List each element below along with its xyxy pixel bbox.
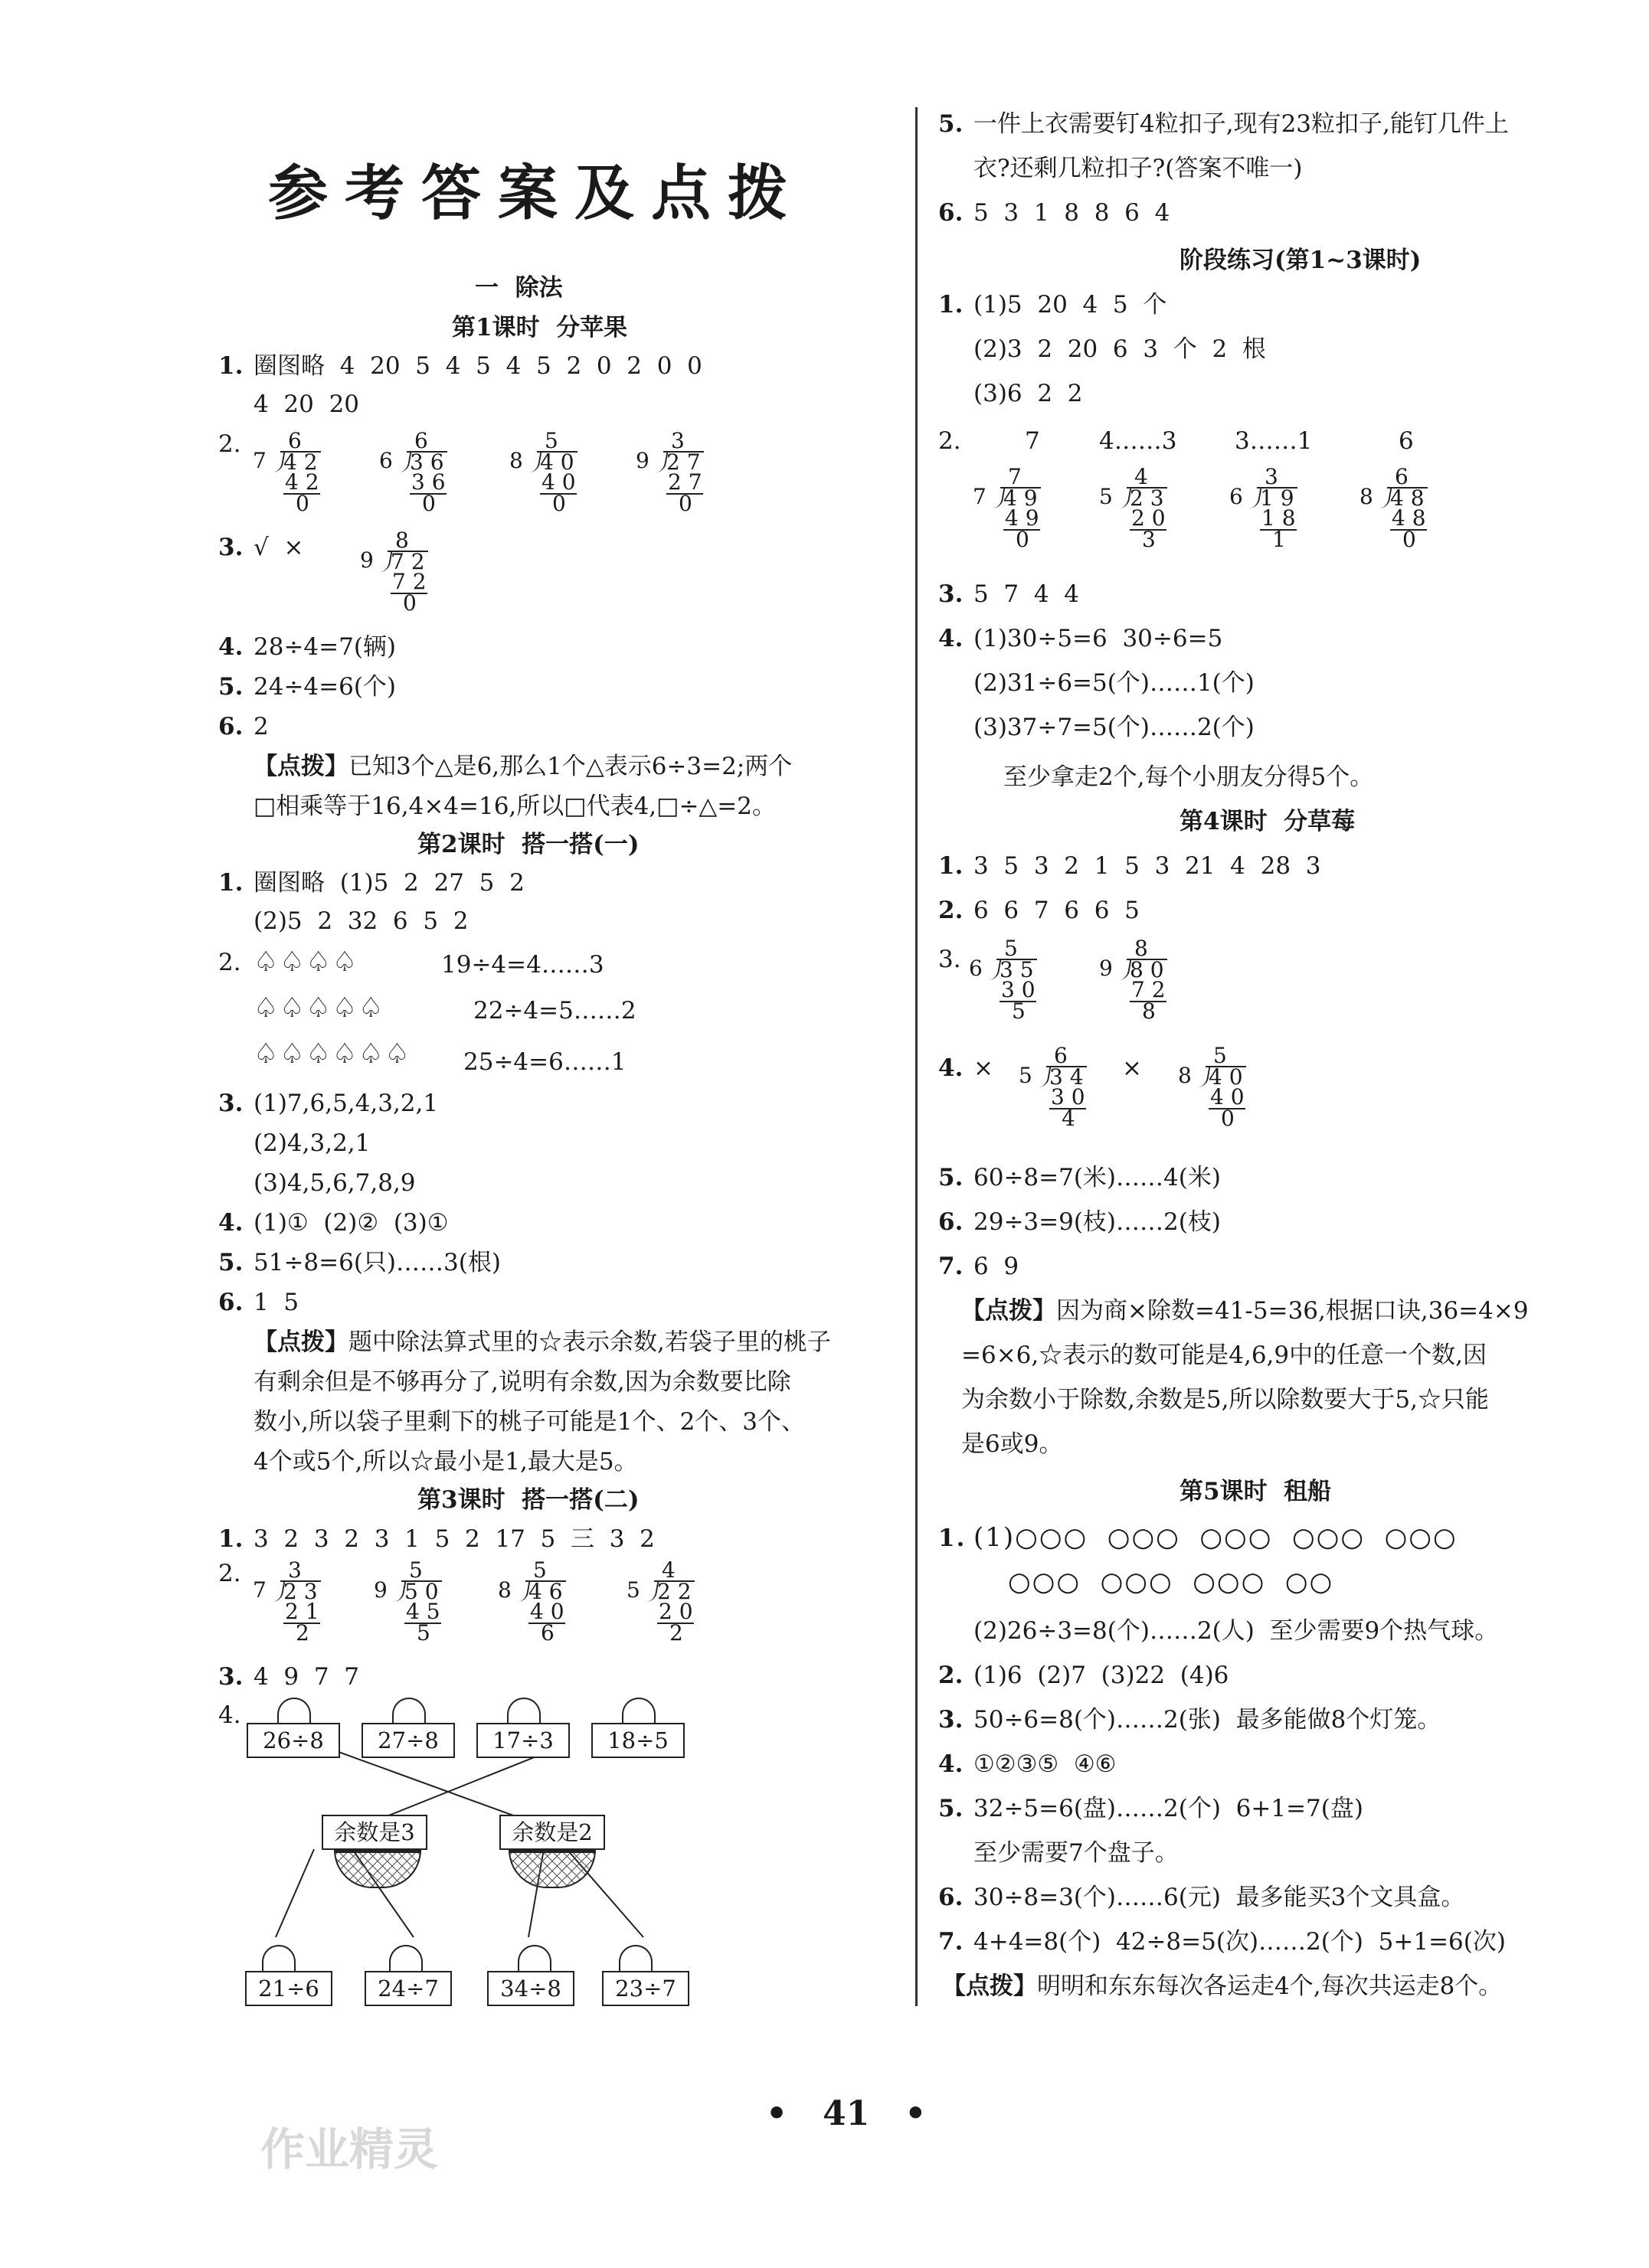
remainder: 6 <box>541 1620 555 1645</box>
q-num: 7. <box>938 1928 964 1956</box>
lesson2-heading: 第2课时 搭一搭(一) <box>417 831 640 858</box>
answer-text: 3 2 3 2 3 1 5 2 17 5 三 3 2 <box>254 1525 655 1553</box>
quotient: 4 <box>662 1557 676 1583</box>
q-num: 5. <box>218 673 244 701</box>
umbrella-row-expr: 22÷4=5……2 <box>473 997 636 1025</box>
s-q2-answer: 6 <box>1399 427 1414 455</box>
basketball-icon <box>622 1698 656 1724</box>
dividend: 2 7 <box>663 451 704 472</box>
stage-heading: 阶段练习(第1~3课时) <box>1179 247 1422 274</box>
l1-q4 <box>218 632 396 662</box>
l1-q1-line2: 4 20 20 <box>254 391 360 418</box>
product: 2 1 <box>285 1599 319 1624</box>
quotient: 4 <box>1134 464 1148 489</box>
tip-label: 【点拨】 <box>942 1972 1037 2000</box>
s-q2-answer: 3……1 <box>1235 427 1313 455</box>
s-q1 <box>938 289 1166 320</box>
q-num: 5. <box>218 1249 244 1276</box>
product: 4 8 <box>1392 505 1426 531</box>
answer-text: 28÷4=7(辆) <box>254 633 397 661</box>
dividend: 2 3 <box>1127 487 1167 508</box>
l3-q1 <box>218 1524 655 1554</box>
l2-q1 <box>218 868 525 898</box>
q-num: 6. <box>938 1884 964 1911</box>
page-number-value: 41 <box>823 2094 870 2133</box>
answer-text: 29÷3=9(枝)……2(枝) <box>973 1208 1221 1236</box>
remainder: 5 <box>417 1620 430 1645</box>
quotient: 5 <box>533 1557 547 1583</box>
l2-q4 <box>218 1208 449 1238</box>
divisor: 5 <box>627 1577 640 1603</box>
dividend: 7 2 <box>388 551 428 572</box>
remainder: 0 <box>552 491 566 516</box>
answer-text: (1)6 (2)7 (3)22 (4)6 <box>973 1662 1229 1689</box>
dividend: 2 3 <box>280 1580 321 1602</box>
divisor: 7 <box>253 448 267 473</box>
divisor: 6 <box>969 956 983 981</box>
answer-text: 5 3 1 8 8 6 4 <box>973 199 1170 227</box>
q-num: 6. <box>938 1208 964 1236</box>
q-num: 2. <box>938 1662 964 1689</box>
quotient: 8 <box>395 528 409 553</box>
quotient: 3 <box>1265 464 1278 489</box>
answer-text: 4 9 7 7 <box>254 1663 360 1691</box>
l1-q5 <box>218 672 396 702</box>
answer-text: 3 5 3 2 1 5 3 21 4 28 3 <box>973 852 1321 880</box>
quotient: 3 <box>671 428 685 453</box>
q-num: 3. <box>938 580 964 608</box>
r5-q5 <box>938 1793 1363 1824</box>
answer-text: (1)30÷5=6 30÷6=5 <box>973 625 1223 652</box>
dividend: 5 0 <box>401 1580 442 1602</box>
quotient: 6 <box>414 428 428 453</box>
quotient: 5 <box>409 1557 423 1583</box>
q-num: 1. <box>218 352 244 380</box>
product: 4 0 <box>530 1599 564 1624</box>
dividend: 2 2 <box>654 1580 695 1602</box>
r4-tip-line4: 是6或9。 <box>961 1430 1063 1458</box>
r5-q1 <box>938 1522 1458 1554</box>
long-division <box>379 428 450 517</box>
remainder: 4 <box>1062 1106 1075 1131</box>
quotient: 8 <box>1134 936 1148 961</box>
remainder: 0 <box>1221 1106 1235 1131</box>
umbrella-row-expr: 19÷4=4……3 <box>441 951 604 979</box>
q-num: 2. <box>938 897 964 924</box>
r4-q7 <box>938 1251 1019 1282</box>
answer-text: (1)7,6,5,4,3,2,1 <box>254 1090 439 1117</box>
q-num: 3. <box>218 1663 244 1691</box>
umbrella-row-icons: ♤♤♤♤♤♤ <box>254 1038 411 1070</box>
answer-text: 4+4=8(个) 42÷8=5(次)……2(个) 5+1=6(次) <box>973 1928 1506 1956</box>
long-division <box>360 528 430 616</box>
dividend: 8 0 <box>1127 959 1167 980</box>
q-num: 1. <box>938 291 964 319</box>
r5-q1-line2: ○○○ ○○○ ○○○ ○○ <box>1008 1567 1334 1597</box>
s-q4-line4: 至少拿走2个,每个小朋友分得5个。 <box>1003 763 1374 791</box>
tip-label: 【点拨】 <box>961 1297 1056 1325</box>
basketball-icon <box>392 1698 426 1724</box>
l1-tip-line2: □相乘等于16,4×4=16,所以□代表4,□÷△=2。 <box>254 792 776 820</box>
long-division <box>253 428 323 517</box>
q-num: 7. <box>938 1253 964 1280</box>
basketball-icon <box>277 1698 311 1724</box>
page-title: 参考答案及点拨 <box>268 158 805 228</box>
quotient: 6 <box>1054 1043 1068 1068</box>
remainder: 0 <box>679 491 692 516</box>
divisor: 5 <box>1019 1063 1032 1088</box>
l3-q2-num: 2. <box>218 1560 241 1587</box>
r-q5-line2: 衣?还剩几粒扣子?(答案不唯一) <box>973 155 1303 182</box>
s-q2-num: 2. <box>938 427 961 455</box>
r5-q1-line3: (2)26÷3=8(个)……2(人) 至少需要9个热气球。 <box>973 1617 1499 1645</box>
r4-q3-num: 3. <box>938 946 961 973</box>
product: 4 5 <box>406 1599 440 1624</box>
quotient: 5 <box>1213 1043 1227 1068</box>
answer-text: 6 9 <box>973 1253 1019 1280</box>
l3-q3 <box>218 1662 359 1692</box>
l2-q1-line2: (2)5 2 32 6 5 2 <box>254 907 469 935</box>
q-num: 3. <box>218 1090 244 1117</box>
l2-q2-num: 2. <box>218 949 241 976</box>
long-division <box>969 936 1039 1025</box>
divisor: 9 <box>374 1577 388 1603</box>
long-division <box>1178 1043 1248 1132</box>
remainder: 0 <box>403 590 417 616</box>
q-num: 5. <box>938 110 964 138</box>
dividend: 1 9 <box>1257 487 1297 508</box>
lesson5-heading: 第5课时 租船 <box>1179 1478 1332 1505</box>
expression-box: 23÷7 <box>602 1971 689 2006</box>
s-q4-line3: (3)37÷7=5(个)……2(个) <box>973 714 1255 741</box>
tip-text: 已知3个△是6,那么1个△表示6÷3=2;两个 <box>348 753 793 780</box>
q-num: 4. <box>938 1054 964 1082</box>
page-number: • 41 • <box>766 2094 927 2133</box>
dividend: 4 0 <box>1206 1066 1246 1087</box>
r4-q2 <box>938 895 1140 926</box>
s-q2-answer: 4……3 <box>1099 427 1177 455</box>
r4-tip-line3: 为余数小于除数,余数是5,所以除数要大于5,☆只能 <box>961 1386 1490 1413</box>
answer-text: 30÷8=3(个)……6(元) 最多能买3个文具盒。 <box>973 1884 1465 1911</box>
remainder-label-box: 余数是2 <box>499 1815 605 1850</box>
r5-q2 <box>938 1660 1229 1691</box>
unit-heading: 一 除法 <box>475 274 563 302</box>
product: 3 0 <box>1051 1084 1085 1109</box>
expression-box: 18÷5 <box>591 1723 685 1758</box>
l2-tip-line4: 4个或5个,所以☆最小是1,最大是5。 <box>254 1448 638 1476</box>
divisor: 9 <box>636 448 649 473</box>
umbrella-row-expr: 25÷4=6……1 <box>463 1048 627 1076</box>
r4-q6 <box>938 1207 1221 1237</box>
dividend: 3 6 <box>407 451 447 472</box>
product: 4 0 <box>1210 1084 1245 1109</box>
q-num: 5. <box>938 1164 964 1191</box>
q-num: 6. <box>218 1289 244 1316</box>
quotient: 5 <box>545 428 558 453</box>
q-num: 4. <box>218 633 244 661</box>
divisor: 8 <box>1178 1063 1192 1088</box>
tip-text: 因为商×除数=41-5=36,根据口诀,36=4×9 <box>1056 1297 1529 1325</box>
answer-text: 50÷6=8(个)……2(张) 最多能做8个灯笼。 <box>973 1706 1441 1734</box>
long-division <box>509 428 580 517</box>
lesson3-heading: 第3课时 搭一搭(二) <box>417 1486 640 1514</box>
remainder: 1 <box>1272 527 1286 552</box>
product: 2 0 <box>659 1599 693 1624</box>
dividend: 3 4 <box>1046 1066 1087 1087</box>
q-num: 3. <box>218 534 244 561</box>
l2-tip-line2: 有剩余但是不够再分了,说明有余数,因为余数要比除 <box>254 1368 791 1396</box>
l1-q3 <box>218 532 303 563</box>
l1-tip <box>254 751 792 782</box>
product: 7 2 <box>1131 977 1166 1002</box>
wrong-mark: × <box>973 1054 993 1082</box>
r5-q3 <box>938 1704 1441 1735</box>
answer-text: 2 <box>254 713 269 740</box>
quotient: 6 <box>288 428 302 453</box>
r5-q6 <box>938 1882 1464 1913</box>
r4-q1 <box>938 851 1320 881</box>
expression-box: 26÷8 <box>247 1723 340 1758</box>
long-division <box>636 428 706 517</box>
long-division <box>1099 936 1170 1025</box>
answer-text: 24÷4=6(个) <box>254 673 397 701</box>
s-q2-answer: 7 <box>1025 427 1040 455</box>
q-num: 3. <box>938 1706 964 1734</box>
remainder: 2 <box>669 1620 683 1645</box>
r5-q4 <box>938 1749 1116 1779</box>
watermark: 作业精灵 <box>260 2123 439 2175</box>
answer-text: 圈图略 (1)5 2 27 5 2 <box>254 869 525 897</box>
product: 2 0 <box>1131 505 1166 531</box>
remainder: 0 <box>1016 527 1029 552</box>
divisor: 5 <box>1099 484 1113 509</box>
q-num: 1. <box>218 869 244 897</box>
expression-box: 21÷6 <box>245 1971 332 2006</box>
tip-label: 【点拨】 <box>254 1328 348 1356</box>
tip-label: 【点拨】 <box>254 753 348 780</box>
divisor: 8 <box>509 448 523 473</box>
r5-q7 <box>938 1926 1506 1957</box>
quotient: 7 <box>1008 464 1022 489</box>
s-q1-line2: (2)3 2 20 6 3 个 2 根 <box>973 335 1266 363</box>
remainder: 0 <box>422 491 436 516</box>
expression-box: 27÷8 <box>362 1723 455 1758</box>
product: 4 2 <box>285 469 319 495</box>
divisor: 8 <box>498 1577 512 1603</box>
l1-q6 <box>218 711 269 742</box>
product: 4 9 <box>1005 505 1039 531</box>
long-division <box>973 464 1043 553</box>
tip-text: 题中除法算式里的☆表示余数,若袋子里的桃子 <box>348 1328 831 1356</box>
remainder: 2 <box>296 1620 309 1645</box>
dividend: 4 8 <box>1387 487 1428 508</box>
long-division <box>1099 464 1170 553</box>
answer-text: 圈图略 4 20 5 4 5 4 5 2 0 2 0 0 <box>254 352 702 380</box>
expression-box: 17÷3 <box>476 1723 570 1758</box>
q-num: 1. <box>218 1525 244 1553</box>
s-q4 <box>938 623 1222 654</box>
remainder: 8 <box>1142 998 1156 1024</box>
r-q6 <box>938 198 1170 228</box>
long-division <box>374 1557 444 1646</box>
divisor: 8 <box>1359 484 1373 509</box>
answer-text: ①②③⑤ ④⑥ <box>973 1750 1117 1778</box>
q-num: 4. <box>938 625 964 652</box>
r4-tip-line2: =6×6,☆表示的数可能是4,6,9中的任意一个数,因 <box>961 1342 1487 1369</box>
l1-q1 <box>218 351 702 381</box>
tip-text: 明明和东东每次各运走4个,每次共运走8个。 <box>1037 1972 1503 2000</box>
answer-text: (1)○○○ ○○○ ○○○ ○○○ ○○○ <box>973 1522 1458 1553</box>
r4-q5 <box>938 1162 1221 1193</box>
long-division <box>1359 464 1430 553</box>
answer-text: (1)5 20 4 5 个 <box>973 291 1167 319</box>
r4-q4 <box>938 1053 993 1083</box>
product: 7 2 <box>392 569 427 594</box>
q-num: 6. <box>218 713 244 740</box>
r4-tip <box>961 1296 1529 1326</box>
dividend: 3 5 <box>996 959 1037 980</box>
s-q1-line3: (3)6 2 2 <box>973 380 1083 407</box>
divisor: 7 <box>253 1577 267 1603</box>
quotient: 5 <box>1004 936 1018 961</box>
l1-q2-num: 2. <box>218 430 241 458</box>
product: 4 0 <box>541 469 576 495</box>
remainder: 0 <box>296 491 309 516</box>
wrong-mark: × <box>1122 1054 1142 1082</box>
dividend: 4 0 <box>537 451 577 472</box>
l3-q4-num: 4. <box>218 1701 241 1729</box>
r5-tip <box>942 1971 1502 2002</box>
dividend: 4 6 <box>525 1580 566 1602</box>
basketball-icon <box>507 1698 541 1724</box>
expression-box: 34÷8 <box>487 1971 574 2006</box>
q-num: 5. <box>938 1795 964 1822</box>
long-division <box>1019 1043 1089 1132</box>
quotient: 6 <box>1395 464 1409 489</box>
long-division <box>253 1557 323 1646</box>
remainder: 0 <box>1402 527 1416 552</box>
divisor: 6 <box>379 448 393 473</box>
divisor: 9 <box>1099 956 1113 981</box>
l2-tip <box>254 1327 831 1358</box>
l2-q3 <box>218 1088 438 1119</box>
product: 1 8 <box>1261 505 1296 531</box>
answer-text: 51÷8=6(只)……3(根) <box>254 1249 501 1276</box>
expression-box: 24÷7 <box>365 1971 452 2006</box>
answer-text: 一件上衣需要钉4粒扣子,现有23粒扣子,能钉几件上 <box>973 110 1509 138</box>
product: 3 0 <box>1001 977 1036 1002</box>
s-q3 <box>938 579 1079 609</box>
quotient: 3 <box>288 1557 302 1583</box>
umbrella-row-icons: ♤♤♤♤ <box>254 946 359 978</box>
answer-text: (1)① (2)② (3)① <box>254 1209 449 1237</box>
q-num: 4. <box>218 1209 244 1237</box>
remainder: 5 <box>1012 998 1026 1024</box>
divisor: 7 <box>973 484 986 509</box>
l2-q5 <box>218 1247 501 1278</box>
dividend: 4 2 <box>280 451 321 472</box>
l2-q3-line3: (3)4,5,6,7,8,9 <box>254 1169 416 1197</box>
lesson4-heading: 第4课时 分草莓 <box>1179 808 1356 835</box>
lesson1-heading: 第1课时 分苹果 <box>452 314 628 342</box>
long-division <box>627 1557 697 1646</box>
divisor: 6 <box>1229 484 1243 509</box>
q-num: 4. <box>938 1750 964 1778</box>
answer-text: 32÷5=6(盘)……2(个) 6+1=7(盘) <box>973 1795 1363 1822</box>
product: 2 7 <box>668 469 702 495</box>
remainder: 3 <box>1142 527 1156 552</box>
answer-text: 5 7 4 4 <box>973 580 1080 608</box>
q-num: 1. <box>938 1525 967 1552</box>
answer-text: 60÷8=7(米)……4(米) <box>973 1164 1221 1191</box>
l2-q3-line2: (2)4,3,2,1 <box>254 1129 371 1157</box>
long-division <box>498 1557 568 1646</box>
umbrella-row-icons: ♤♤♤♤♤ <box>254 992 385 1024</box>
remainder-label-box: 余数是3 <box>322 1815 427 1850</box>
long-division <box>1229 464 1300 553</box>
product: 3 6 <box>411 469 446 495</box>
answer-text: 1 5 <box>254 1289 299 1316</box>
q-num: 6. <box>938 199 964 227</box>
answer-text: √ × <box>254 534 304 561</box>
dividend: 4 9 <box>1000 487 1041 508</box>
s-q4-line2: (2)31÷6=5(个)……1(个) <box>973 669 1255 697</box>
column-divider <box>915 107 918 2006</box>
divisor: 9 <box>360 547 374 573</box>
r5-q5-line2: 至少需要7个盘子。 <box>973 1839 1179 1867</box>
l2-tip-line3: 数小,所以袋子里剩下的桃子可能是1个、2个、3个、 <box>254 1408 806 1436</box>
answer-text: 6 6 7 6 6 5 <box>973 897 1140 924</box>
l2-q6 <box>218 1287 299 1318</box>
r-q5 <box>938 109 1509 139</box>
q-num: 1. <box>938 852 964 880</box>
